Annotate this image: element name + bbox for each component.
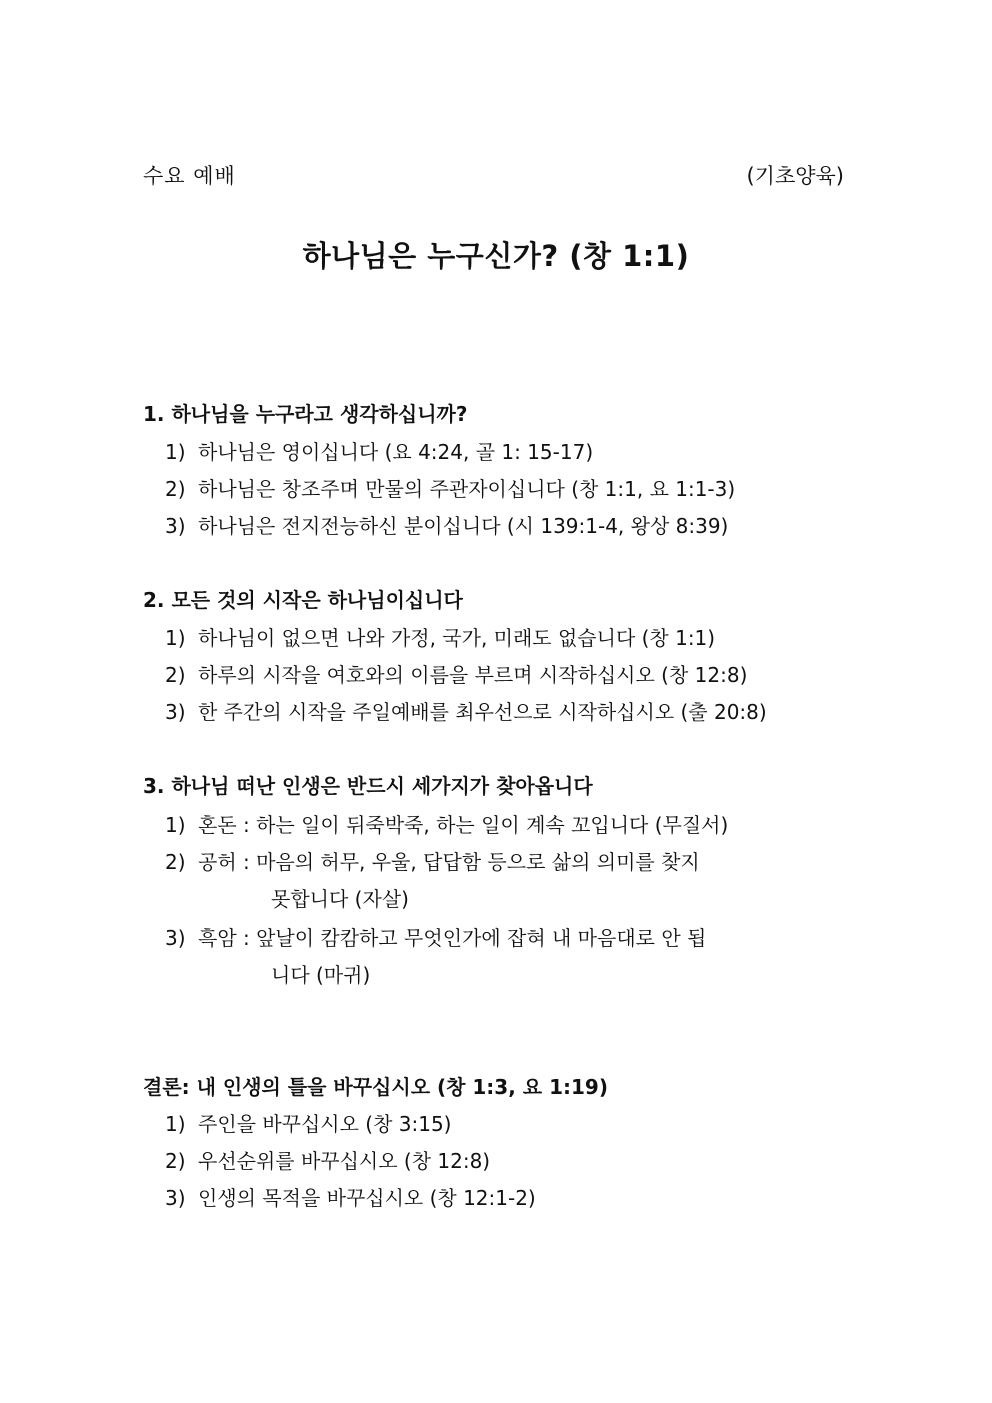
item-number: 1) — [165, 440, 186, 464]
item-number: 1) — [165, 813, 186, 837]
section-2-item-3 — [165, 696, 767, 725]
item-text: 흑암 : 앞날이 캄캄하고 무엇인가에 잡혀 내 마음대로 안 됩 — [198, 926, 707, 950]
item-text: 혼돈 : 하는 일이 뒤죽박죽, 하는 일이 계속 꼬입니다 (무질서) — [198, 813, 729, 837]
page-title: 하나님은 누구신가? (창 1:1) — [302, 239, 690, 273]
section-1-item-3 — [165, 510, 728, 539]
section-2-item-2 — [165, 659, 747, 688]
section-3-item-3-continuation: 니다 (마귀) — [271, 963, 371, 987]
item-text: 우선순위를 바꾸십시오 (창 12:8) — [198, 1149, 491, 1173]
section-3-item-2-continuation: 못합니다 (자살) — [271, 887, 409, 911]
item-number: 2) — [165, 663, 186, 687]
item-text: 주인을 바꾸십시오 (창 3:15) — [198, 1112, 452, 1136]
section-1-item-2 — [165, 473, 735, 502]
item-number: 1) — [165, 1112, 186, 1136]
item-number: 2) — [165, 477, 186, 501]
section-3-heading: 3. 하나님 떠난 인생은 반드시 세가지가 찾아옵니다 — [143, 774, 593, 798]
service-name: 수요 예배 — [143, 164, 236, 188]
section-1-heading: 1. 하나님을 누구라고 생각하십니까? — [143, 402, 468, 426]
section-2-item-1 — [165, 622, 715, 651]
item-text: 공허 : 마음의 허무, 우울, 답답함 등으로 삶의 의미를 찾지 — [198, 850, 700, 874]
section-1-item-1 — [165, 436, 593, 465]
conclusion-item-1 — [165, 1108, 451, 1137]
item-number: 3) — [165, 700, 186, 724]
item-text: 하나님은 창조주며 만물의 주관자이십니다 (창 1:1, 요 1:1-3) — [198, 477, 736, 501]
item-number: 2) — [165, 1149, 186, 1173]
item-number: 3) — [165, 1186, 186, 1210]
section-3-item-2 — [165, 846, 700, 875]
item-number: 3) — [165, 514, 186, 538]
item-text: 인생의 목적을 바꾸십시오 (창 12:1-2) — [198, 1186, 536, 1210]
item-text: 한 주간의 시작을 주일예배를 최우선으로 시작하십시오 (출 20:8) — [198, 700, 767, 724]
item-number: 1) — [165, 626, 186, 650]
item-text: 하나님은 영이십니다 (요 4:24, 골 1: 15-17) — [198, 440, 594, 464]
item-text: 하나님이 없으면 나와 가정, 국가, 미래도 없습니다 (창 1:1) — [198, 626, 716, 650]
course-label: (기초양육) — [746, 164, 844, 188]
item-number: 2) — [165, 850, 186, 874]
item-number: 3) — [165, 926, 186, 950]
item-text: 하나님은 전지전능하신 분이십니다 (시 139:1-4, 왕상 8:39) — [198, 514, 729, 538]
conclusion-item-3 — [165, 1182, 536, 1211]
item-text: 하루의 시작을 여호와의 이름을 부르며 시작하십시오 (창 12:8) — [198, 663, 748, 687]
section-3-item-1 — [165, 809, 728, 838]
conclusion-heading: 결론: 내 인생의 틀을 바꾸십시오 (창 1:3, 요 1:19) — [143, 1075, 608, 1099]
section-2-heading: 2. 모든 것의 시작은 하나님이십니다 — [143, 588, 463, 612]
section-3-item-3 — [165, 922, 706, 951]
conclusion-item-2 — [165, 1145, 490, 1174]
